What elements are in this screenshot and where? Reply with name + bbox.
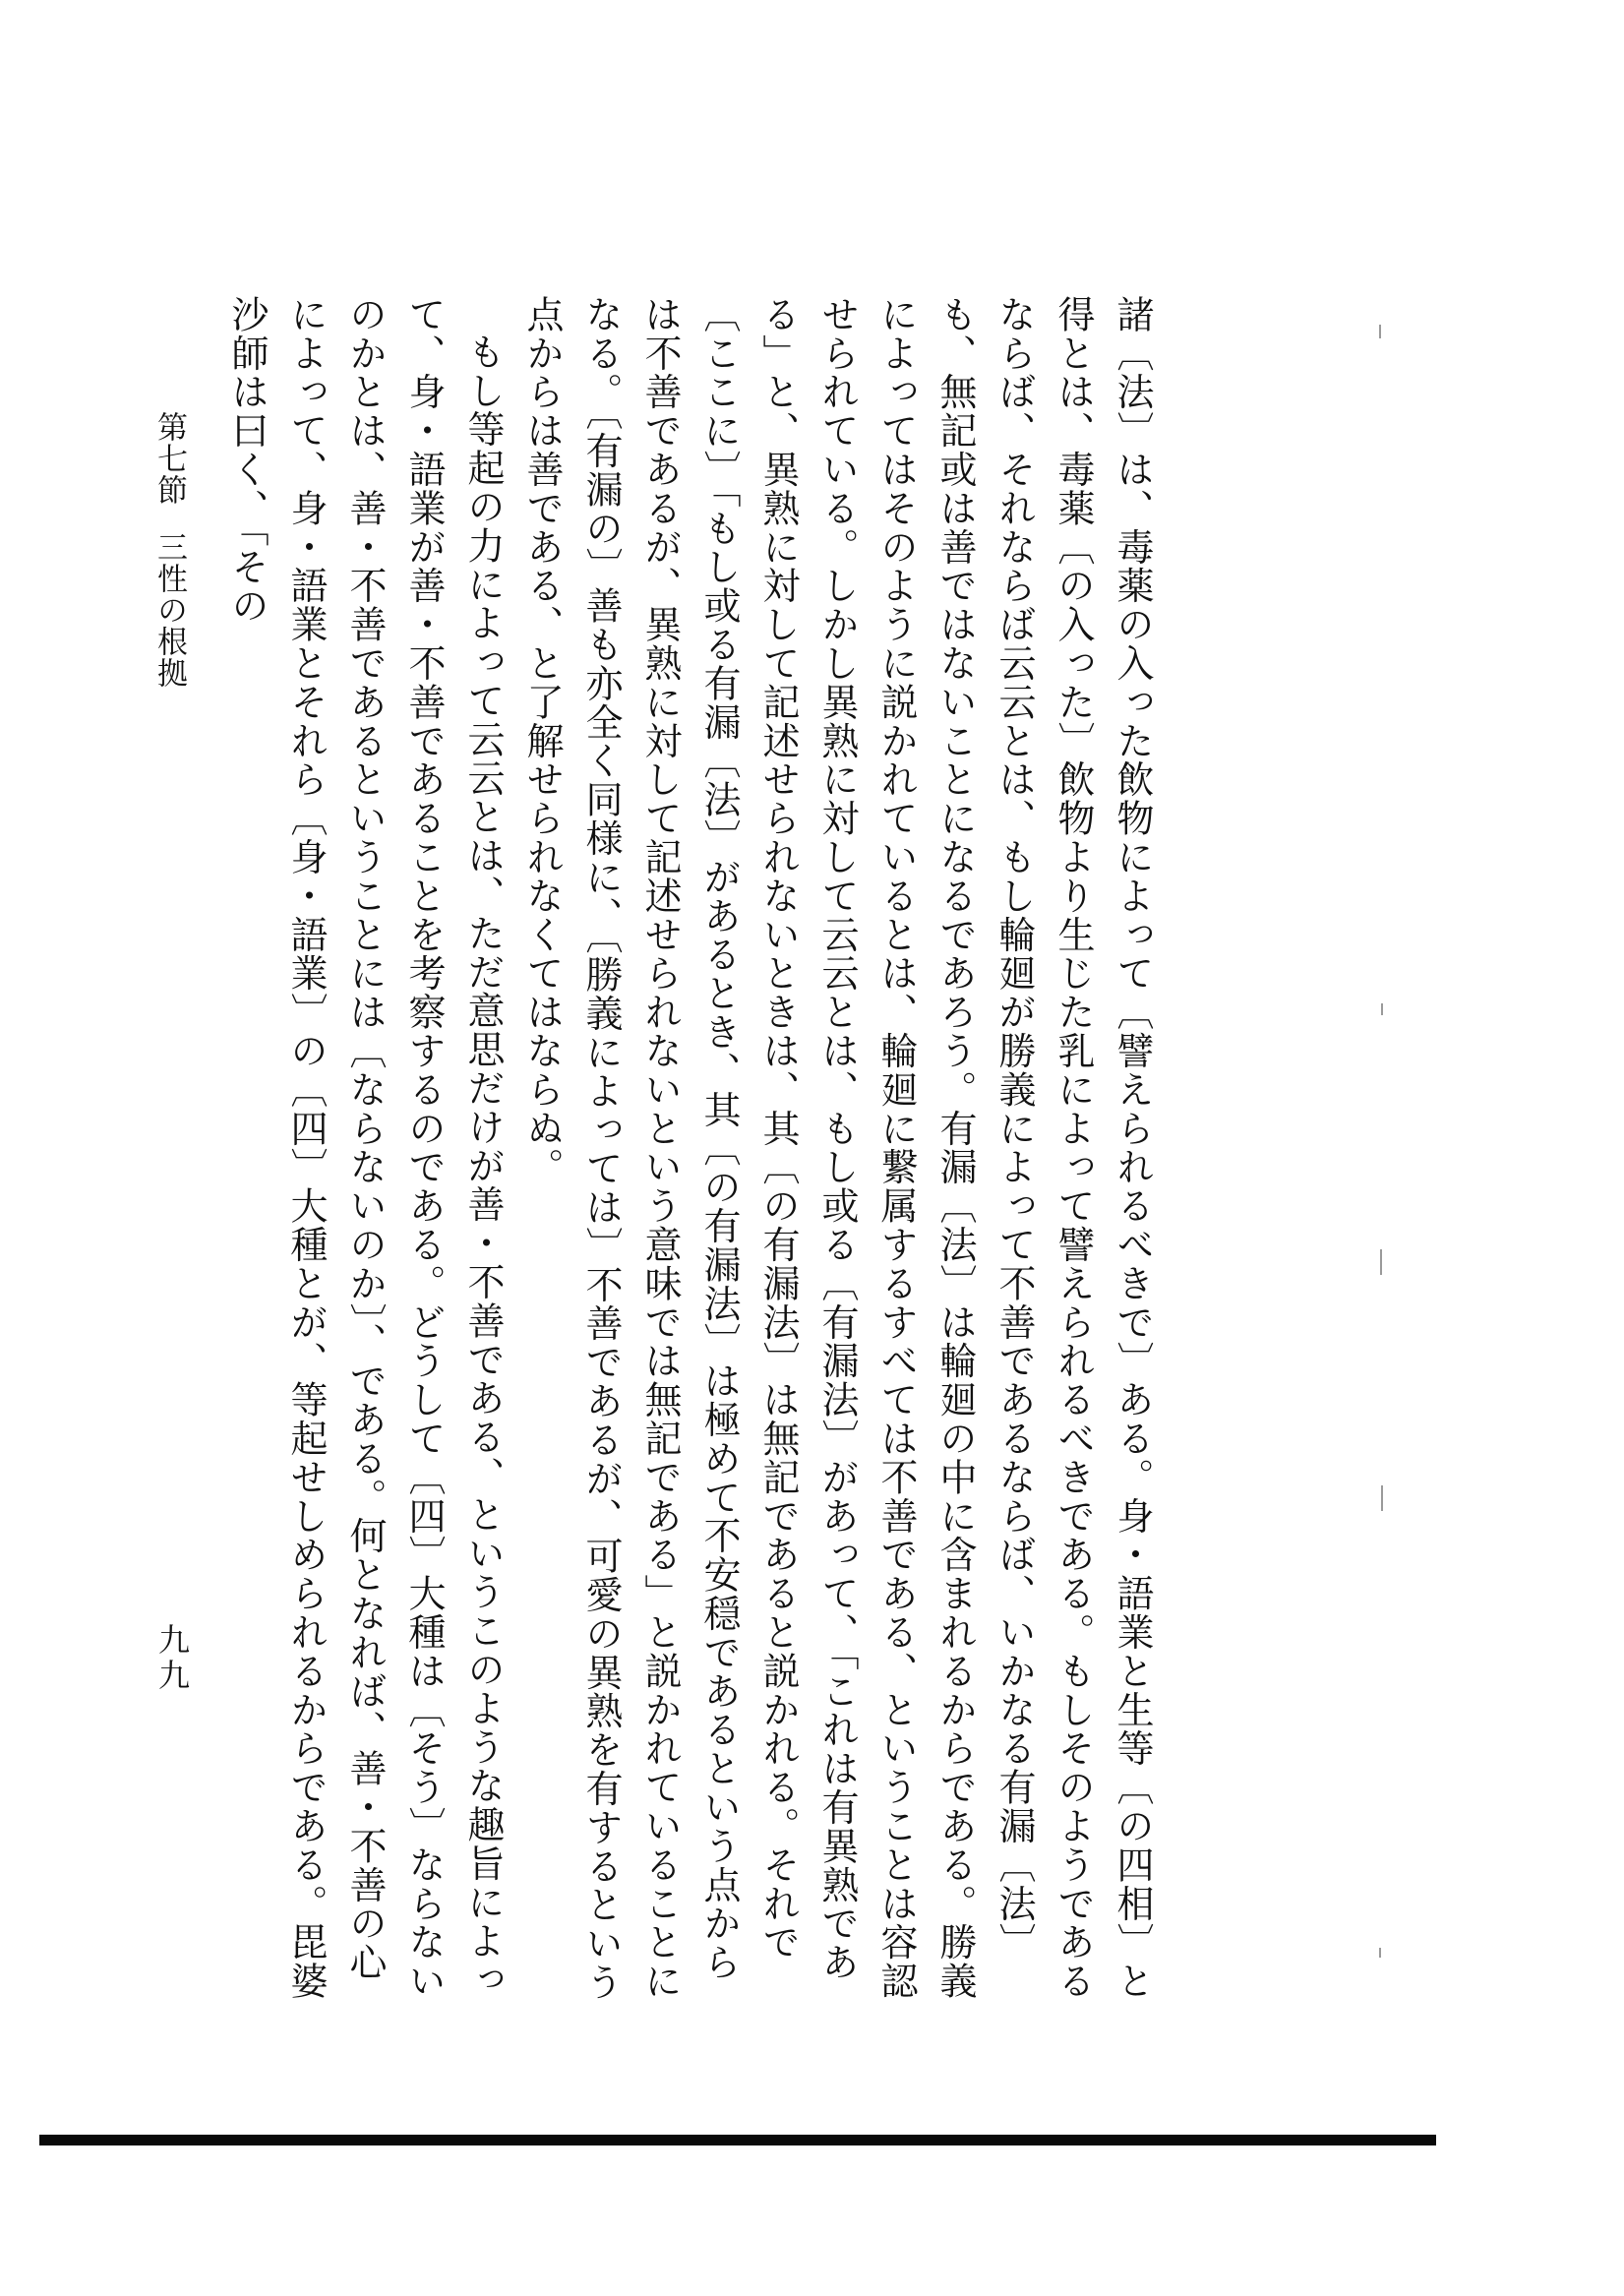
- body-text: [217, 295, 1162, 2007]
- paragraph: もし等起の力によって云云とは、ただ意思だけが善・不善である、というこのような趣旨によって、身・語業が善・不善であることを考察するのである。どうして〔四〕大種は〔そう〕ならないのかとは、善・不善であるということには〔ならないのか〕、である。何となれば、善・不善の心によって、身・語業とそれら〔身・語業〕の〔四〕大種とが、等起せしめられるからである。毘婆沙師は曰く、「その: [225, 295, 505, 2001]
- section-title: 三性の根拠: [151, 531, 187, 689]
- running-header: [148, 411, 192, 689]
- section-number: 第七節: [151, 411, 187, 506]
- scan-mark: [1380, 1249, 1382, 1275]
- scan-mark: [1379, 1948, 1381, 1958]
- scan-mark: [1379, 325, 1381, 338]
- scan-mark: [1381, 1485, 1383, 1511]
- scan-mark: [1381, 1003, 1383, 1015]
- paragraph: 諸〔法〕は、毒薬の入った飲物によって〔譬えられるべきで〕ある。身・語業と生等〔の四相〕と得とは、毒薬〔の入った〕飲物より生じた乳によって譬えられるべきである。もしそのようであるならば、それならば云云とは、もし輪廻が勝義によって不善であるならば、いかなる有漏〔法〕も、無記或は善ではないことになるであろう。有漏〔法〕は輪廻の中に含まれるからである。勝義によってはそのように説かれているとは、輪廻に繋属するすべては不善である、ということは容認せられている。しかし異熟に対して云云とは、もし或る〔有漏法〕があって、「これは有異熟である」と、異熟に対して記述せられないときは、其〔の有漏法〕は無記であると説かれる。それで〔ここに〕「もし或る有漏〔法〕があるとき、其〔の有漏法〕は極めて不安穏であるという点からは不善であるが、異熟に対して記述せられないという意味では無記である」と説かれていることになる。〔有漏の〕善も亦全く同様に、〔勝義によっては〕不善であるが、可愛の異熟を有するという点からは善である、と了解せられなくてはならぬ。: [520, 295, 1154, 2002]
- bottom-rule: [39, 2135, 1436, 2145]
- page-number: 九九: [153, 1623, 191, 1694]
